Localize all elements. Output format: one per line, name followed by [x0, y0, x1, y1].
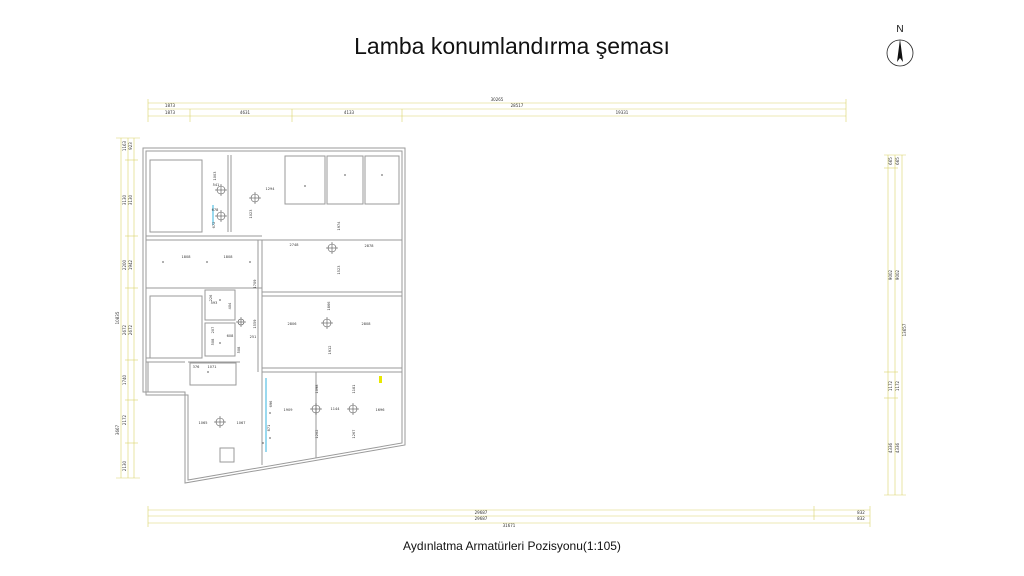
top-dimensions: [148, 99, 846, 122]
dim-bottom-a: 29687: [474, 510, 488, 515]
dim-left-v7: 2672: [122, 324, 127, 336]
room-dim: 1808: [181, 255, 191, 259]
room-dim: 1912: [328, 345, 332, 355]
walls: [143, 148, 405, 483]
room-dim: 508: [211, 338, 215, 346]
dim-left-v6: 1942: [128, 259, 133, 271]
room-dim: 593: [210, 301, 218, 305]
room-dim: 1181: [352, 384, 356, 394]
dim-left-v10: 2172: [122, 414, 127, 426]
dim-top-mid: 28517: [510, 103, 524, 108]
room-dim: 1523: [337, 265, 341, 275]
dim-right-v7: 1172: [895, 380, 900, 392]
dim-bottom-right-b: 832: [857, 516, 865, 521]
dim-top-total: 30265: [490, 97, 504, 102]
dim-top-seg2: 4133: [343, 110, 355, 115]
room-dim: 226: [209, 294, 213, 302]
dim-left-v3: 3130: [122, 194, 127, 206]
room-dim: 1559: [253, 319, 257, 329]
light-fixture-icon: [321, 317, 333, 329]
room-dim: 1202: [315, 429, 319, 439]
light-fixture-icon: [236, 317, 246, 327]
room-dim: 1267: [352, 429, 356, 439]
room-dim: 207: [211, 326, 215, 334]
room-dim: 1144: [330, 407, 340, 411]
dim-right-v4: 9002: [895, 269, 900, 281]
drawing-caption: Aydınlatma Armatürleri Pozisyonu(1:105): [403, 539, 621, 553]
highlight-marker: [379, 376, 382, 383]
room-dim: 508: [237, 346, 241, 354]
dim-right-v2: 665: [895, 157, 900, 165]
room-dim: 1098: [315, 384, 319, 394]
dim-left-total2: 3667: [115, 424, 120, 436]
light-fixture-icon: [214, 416, 226, 428]
room-dim: 1067: [236, 421, 246, 425]
room-dim: 1709: [253, 279, 257, 289]
room-dim: 678: [211, 208, 219, 212]
dim-right-v3: 9002: [888, 269, 893, 281]
dim-bottom-total: 31671: [502, 523, 516, 528]
room-dim: 608: [226, 334, 234, 338]
room-dim: 1071: [207, 365, 217, 369]
room-dim: 871: [267, 424, 271, 432]
dim-left-v11: 2130: [122, 460, 127, 472]
dim-top-seg1: 4631: [239, 110, 251, 115]
light-fixture-icon: [347, 403, 359, 415]
dim-left-v4: 3130: [128, 194, 133, 206]
room-dim: 1294: [265, 187, 275, 191]
room-dim: 2806: [287, 322, 297, 326]
dim-right-v5: 13657: [902, 323, 907, 337]
dim-left-v2: 923: [128, 142, 133, 150]
room-dim: 251: [249, 335, 257, 339]
room-dim: 2808: [361, 322, 371, 326]
dim-top-left2: 1873: [164, 110, 176, 115]
room-dim: 404: [228, 302, 232, 310]
dim-bottom-b: 29687: [474, 516, 488, 521]
light-fixture-icon: [310, 403, 322, 415]
room-dim: 2878: [364, 244, 374, 248]
room-dim: 1023: [249, 209, 253, 219]
room-dim: 1909: [283, 408, 293, 412]
page-title: Lamba konumlandırma şeması: [354, 33, 670, 59]
room-dim: 1866: [327, 301, 331, 311]
dim-left-total: 10835: [115, 311, 120, 325]
dim-right-v8: 4336: [888, 442, 893, 454]
room-dim: 541: [212, 183, 220, 187]
dim-left-v5: 2200: [122, 259, 127, 271]
dim-right-v9: 4336: [895, 442, 900, 454]
light-fixture-icon: [249, 192, 261, 204]
north-label: N: [896, 24, 904, 35]
dim-right-v6: 1172: [888, 380, 893, 392]
dim-left-v1: 1163: [122, 140, 127, 152]
dim-top-seg3: 19331: [615, 110, 629, 115]
room-dim: 2748: [289, 243, 299, 247]
room-dim: 1808: [223, 255, 233, 259]
dim-top-left: 1873: [164, 103, 176, 108]
dim-left-v8: 2672: [128, 324, 133, 336]
light-fixture-icon: [326, 242, 338, 254]
room-dim: 696: [269, 400, 273, 408]
dim-right-v1: 665: [888, 157, 893, 165]
room-dim: 1696: [375, 408, 385, 412]
dim-left-v9: 1740: [122, 374, 127, 386]
room-dim: 376: [192, 365, 200, 369]
room-dim: 1974: [337, 221, 341, 231]
room-dim: 1065: [198, 421, 208, 425]
room-dim: 672: [212, 221, 216, 229]
dim-bottom-right-a: 832: [857, 510, 865, 515]
room-dim: 1003: [213, 171, 217, 181]
